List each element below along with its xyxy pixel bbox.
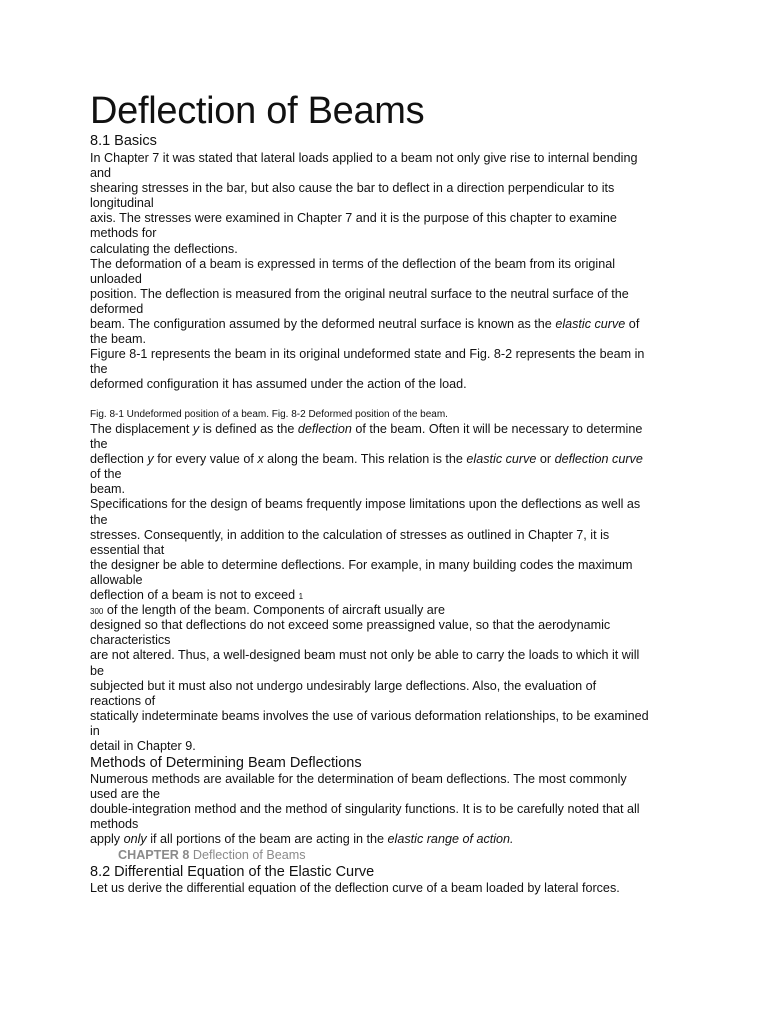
- paragraph-basics: [90, 151, 644, 393]
- text-run: for every value of: [153, 452, 258, 467]
- text-line: deformed: [90, 301, 144, 316]
- text-line: methods for: [90, 226, 157, 241]
- chapter-label: CHAPTER 8: [118, 848, 190, 862]
- text-line: in: [90, 723, 100, 738]
- text-line: stresses. Consequently, in addition to the calculation of stresses as outlined in Chapter 7, it is: [90, 527, 610, 542]
- text-line: Numerous methods are available for the determination of beam deflections. The most commonly: [90, 772, 627, 786]
- italic-variable: y: [192, 422, 200, 436]
- text-line: calculating the deflections.: [90, 241, 238, 256]
- paragraph-differential: [90, 881, 620, 896]
- italic-variable: y: [147, 452, 154, 467]
- text-line: position. The deflection is measured from the original neutral surface to the neutral surface of the: [90, 286, 629, 301]
- fraction-denominator: 300: [90, 607, 104, 617]
- italic-term: deflection curve: [554, 452, 643, 467]
- text-line: [90, 588, 649, 603]
- text-run: is defined as the: [199, 422, 298, 436]
- text-run: of: [625, 317, 640, 332]
- text-run: beam. The configuration assumed by the deformed neutral surface is known as the: [90, 317, 556, 332]
- italic-term: elastic curve: [555, 317, 626, 332]
- text-line: unloaded: [90, 271, 142, 286]
- chapter-running-header: [118, 848, 306, 863]
- text-line: beam.: [90, 482, 126, 497]
- text-line: double-integration method and the method of singularity functions. It is to be carefully noted that all: [90, 802, 640, 817]
- text-run: if all portions of the beam are acting in the: [146, 832, 388, 847]
- text-run: along the beam. This relation is the: [263, 452, 467, 467]
- text-line: be: [90, 663, 105, 678]
- text-line: the: [90, 512, 108, 527]
- text-line: allowable: [90, 572, 143, 587]
- text-line: methods: [90, 817, 139, 832]
- text-run: apply: [90, 832, 124, 847]
- text-line: characteristics: [90, 633, 171, 648]
- italic-term: deflection: [297, 422, 352, 436]
- text-line: detail in Chapter 9.: [90, 738, 196, 753]
- text-line: deformed configuration it has assumed under the action of the load.: [90, 377, 467, 392]
- text-line: Specifications for the design of beams frequently impose limitations upon the deflections as well as: [90, 497, 641, 512]
- section-heading-methods: Methods of Determining Beam Deflections: [90, 755, 362, 771]
- text-line: The deformation of a beam is expressed in terms of the deflection of the beam from its original: [90, 256, 616, 271]
- page-title: Deflection of Beams: [90, 90, 425, 132]
- section-heading-basics: 8.1 Basics: [90, 133, 157, 149]
- text-line: In Chapter 7 it was stated that lateral loads applied to a beam not only give rise to internal bending: [90, 151, 638, 165]
- italic-variable: x: [257, 452, 264, 467]
- text-line: [90, 452, 649, 467]
- text-run: of the length of the beam. Components of aircraft usually are: [103, 603, 445, 618]
- text-line: [90, 603, 649, 618]
- text-line: Figure 8-1 represents the beam in its original undeformed state and Fig. 8-2 represents the beam in: [90, 347, 645, 362]
- text-line: [90, 422, 649, 437]
- text-line: used are the: [90, 787, 161, 802]
- italic-term: elastic range of action.: [387, 832, 514, 847]
- text-run: deflection of a beam is not to exceed: [90, 588, 299, 603]
- text-line: the designer be able to determine deflections. For example, in many building codes the maximum: [90, 557, 633, 572]
- text-line: statically indeterminate beams involves the use of various deformation relationships, to be examined: [90, 708, 649, 723]
- text-line: of the: [90, 467, 122, 482]
- text-line: the: [90, 362, 108, 377]
- italic-term: elastic curve: [466, 452, 537, 467]
- fraction-numerator: 1: [298, 592, 304, 602]
- text-run: The displacement: [90, 422, 193, 436]
- text-run: of the beam. Often it will be necessary to determine: [351, 422, 643, 436]
- text-line: designed so that deflections do not exceed some preassigned value, so that the aerodynamic: [90, 618, 611, 633]
- figure-caption: Fig. 8-1 Undeformed position of a beam. Fig. 8-2 Deformed position of the beam.: [90, 409, 448, 420]
- text-line: are not altered. Thus, a well-designed beam must not only be able to carry the loads to which it will: [90, 648, 640, 663]
- italic-term: only: [123, 832, 147, 847]
- text-line: [90, 317, 644, 332]
- section-heading-differential: 8.2 Differential Equation of the Elastic Curve: [90, 864, 375, 880]
- paragraph-displacement: [90, 422, 649, 754]
- text-line: and: [90, 166, 112, 181]
- text-line: subjected but it must also not undergo undesirably large deflections. Also, the evaluation of: [90, 678, 597, 693]
- text-line: axis. The stresses were examined in Chapter 7 and it is the purpose of this chapter to examine: [90, 211, 617, 226]
- text-line: reactions of: [90, 693, 156, 708]
- text-line: Let us derive the differential equation of the deflection curve of a beam loaded by lateral forces.: [90, 881, 620, 895]
- text-line: the: [90, 437, 108, 452]
- text-line: shearing stresses in the bar, but also cause the bar to deflect in a direction perpendicular to its: [90, 181, 615, 196]
- text-line: longitudinal: [90, 196, 154, 211]
- text-run: or: [536, 452, 555, 467]
- text-run: deflection: [90, 452, 148, 467]
- chapter-title: Deflection of Beams: [189, 848, 306, 862]
- text-line: [90, 832, 640, 847]
- text-line: essential that: [90, 542, 165, 557]
- paragraph-methods: [90, 772, 640, 847]
- text-line: the beam.: [90, 332, 147, 347]
